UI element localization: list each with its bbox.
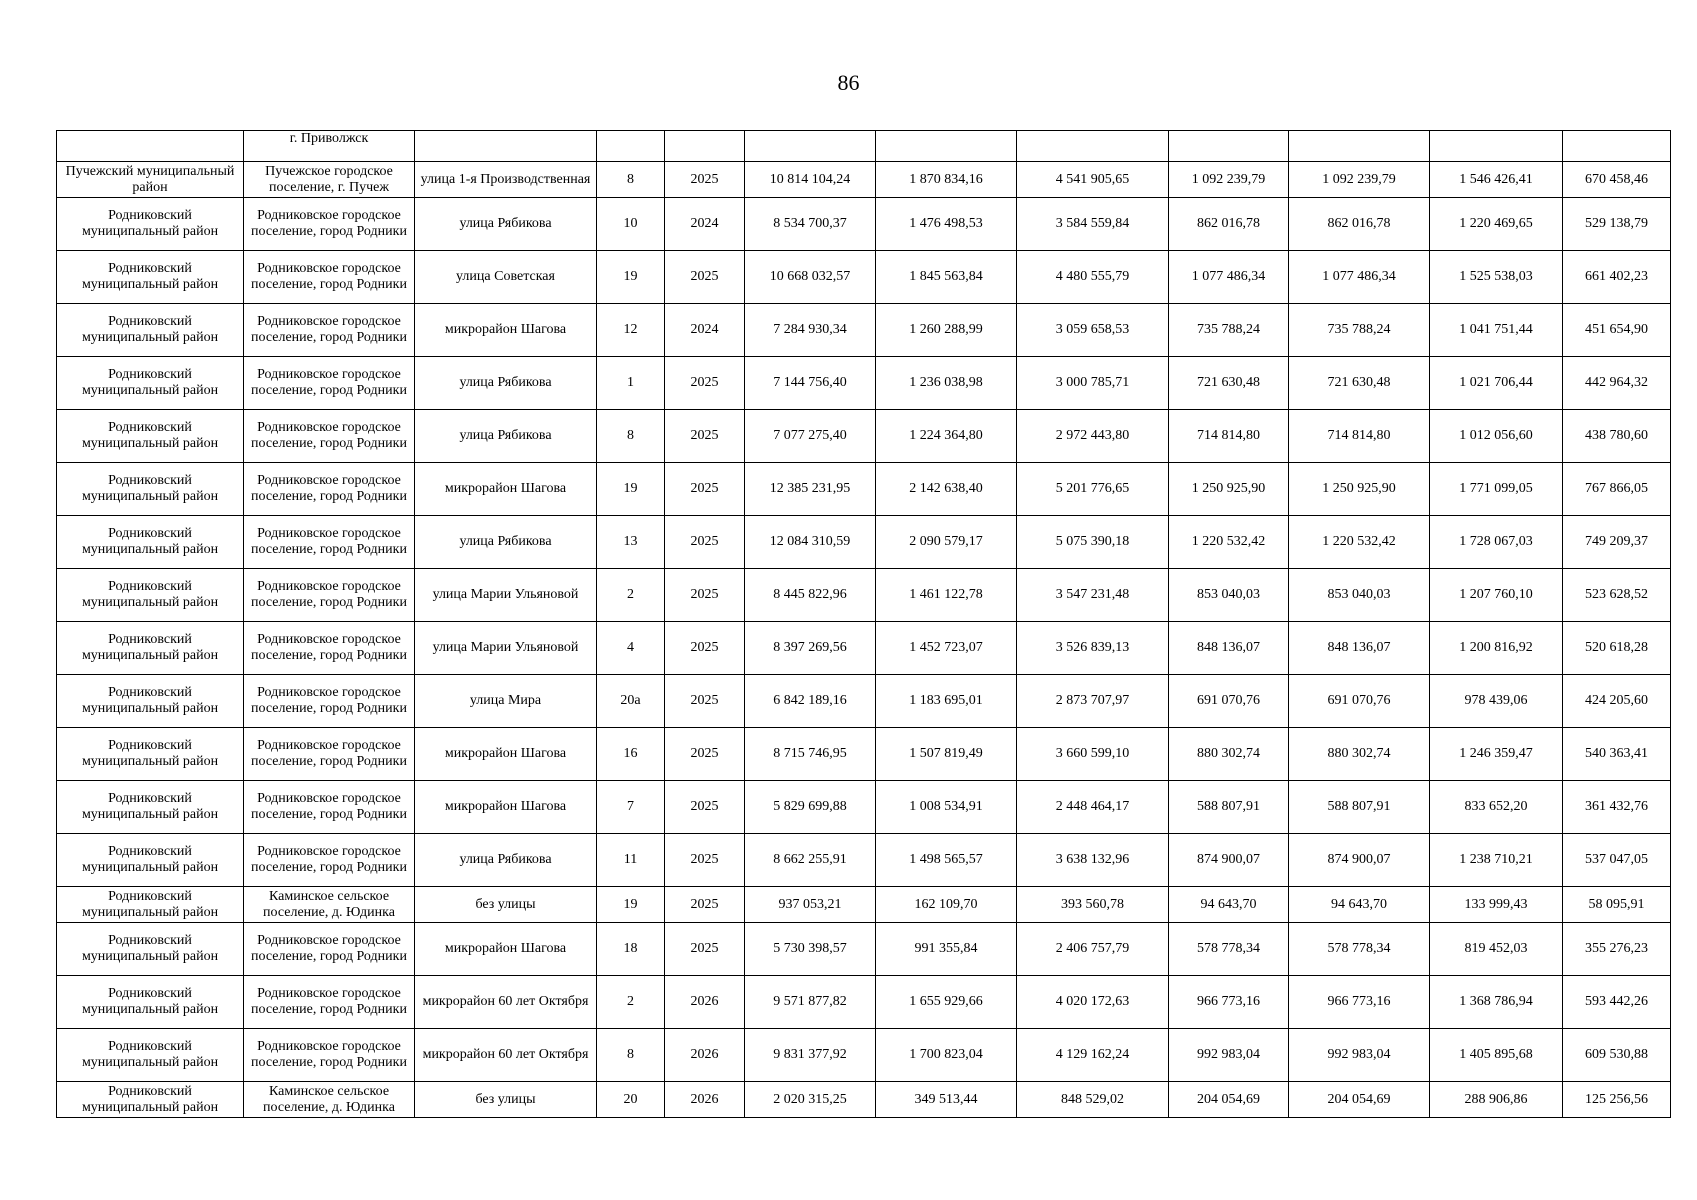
table-row (57, 622, 1671, 675)
street-cell: улица 1-я Производственная (415, 162, 597, 198)
year-cell: 2024 (665, 304, 745, 357)
amount-cell-6: 442 964,32 (1563, 357, 1671, 410)
total-cost-cell: 8 662 255,91 (745, 834, 876, 887)
municipal-district-cell: Родниковский муниципальный район (57, 675, 244, 728)
total-cost-cell: 8 534 700,37 (745, 198, 876, 251)
amount-cell-4: 1 077 486,34 (1289, 251, 1430, 304)
house-number-cell: 8 (597, 1029, 665, 1082)
settlement-cell: Родниковское городское поселение, город Родники (244, 834, 415, 887)
total-cost-cell: 9 571 877,82 (745, 976, 876, 1029)
year-cell: 2026 (665, 976, 745, 1029)
street-cell: микрорайон Шагова (415, 923, 597, 976)
page-number: 86 (837, 70, 860, 95)
street-cell: микрорайон Шагова (415, 781, 597, 834)
settlement-cell: Родниковское городское поселение, город Родники (244, 410, 415, 463)
street-cell: улица Марии Ульяновой (415, 622, 597, 675)
amount-cell-5: 1 405 895,68 (1430, 1029, 1563, 1082)
amount-cell-2: 5 075 390,18 (1017, 516, 1169, 569)
street-cell: улица Рябикова (415, 357, 597, 410)
amount-cell-4: 1 250 925,90 (1289, 463, 1430, 516)
amount-cell-6: 58 095,91 (1563, 887, 1671, 923)
amount-cell-1: 1 476 498,53 (876, 198, 1017, 251)
table-row (57, 1029, 1671, 1082)
amount-cell-5: 288 906,86 (1430, 1082, 1563, 1118)
amount-cell-4: 1 220 532,42 (1289, 516, 1430, 569)
settlement-cell: Родниковское городское поселение, город Родники (244, 569, 415, 622)
amount-cell-6: 520 618,28 (1563, 622, 1671, 675)
amount-cell-2: 2 972 443,80 (1017, 410, 1169, 463)
amount-cell-1: 1 452 723,07 (876, 622, 1017, 675)
amount-cell-4: 204 054,69 (1289, 1082, 1430, 1118)
house-number-cell: 20 (597, 1082, 665, 1118)
table-body (57, 131, 1671, 1118)
amount-cell-1: 349 513,44 (876, 1082, 1017, 1118)
amount-cell-5: 1 200 816,92 (1430, 622, 1563, 675)
amount-cell-2: 3 638 132,96 (1017, 834, 1169, 887)
table-row (57, 781, 1671, 834)
total-cost-cell: 10 668 032,57 (745, 251, 876, 304)
amount-cell-1: 1 183 695,01 (876, 675, 1017, 728)
total-cost-cell: 9 831 377,92 (745, 1029, 876, 1082)
municipal-district-cell: Родниковский муниципальный район (57, 1082, 244, 1118)
amount-cell-4: 874 900,07 (1289, 834, 1430, 887)
amount-cell-5: 819 452,03 (1430, 923, 1563, 976)
amount-cell-6: 670 458,46 (1563, 162, 1671, 198)
municipal-district-cell: Родниковский муниципальный район (57, 516, 244, 569)
municipal-district-cell: Родниковский муниципальный район (57, 463, 244, 516)
amount-cell-3: 966 773,16 (1169, 976, 1289, 1029)
settlement-cell: Родниковское городское поселение, город Родники (244, 728, 415, 781)
amount-cell-3: 848 136,07 (1169, 622, 1289, 675)
total-cost-cell: 7 284 930,34 (745, 304, 876, 357)
amount-cell-5: 1 238 710,21 (1430, 834, 1563, 887)
amount-cell-2 (1017, 131, 1169, 162)
year-cell (665, 131, 745, 162)
street-cell: улица Рябикова (415, 198, 597, 251)
street-cell: улица Советская (415, 251, 597, 304)
house-number-cell: 8 (597, 162, 665, 198)
amount-cell-6: 749 209,37 (1563, 516, 1671, 569)
amount-cell-1: 991 355,84 (876, 923, 1017, 976)
amount-cell-4: 1 092 239,79 (1289, 162, 1430, 198)
table-row (57, 887, 1671, 923)
year-cell: 2025 (665, 410, 745, 463)
house-number-cell: 8 (597, 410, 665, 463)
amount-cell-3 (1169, 131, 1289, 162)
table-row (57, 463, 1671, 516)
total-cost-cell: 2 020 315,25 (745, 1082, 876, 1118)
amount-cell-3: 1 220 532,42 (1169, 516, 1289, 569)
amount-cell-6: 125 256,56 (1563, 1082, 1671, 1118)
house-number-cell: 7 (597, 781, 665, 834)
amount-cell-5 (1430, 131, 1563, 162)
amount-cell-5: 1 012 056,60 (1430, 410, 1563, 463)
amount-cell-4: 853 040,03 (1289, 569, 1430, 622)
amount-cell-6: 767 866,05 (1563, 463, 1671, 516)
amount-cell-3: 880 302,74 (1169, 728, 1289, 781)
table-row (57, 131, 1671, 162)
amount-cell-4: 862 016,78 (1289, 198, 1430, 251)
amount-cell-2: 3 000 785,71 (1017, 357, 1169, 410)
house-number-cell: 20а (597, 675, 665, 728)
amount-cell-4: 992 983,04 (1289, 1029, 1430, 1082)
house-number-cell: 19 (597, 887, 665, 923)
municipal-district-cell: Родниковский муниципальный район (57, 251, 244, 304)
street-cell (415, 131, 597, 162)
settlement-cell: Родниковское городское поселение, город Родники (244, 923, 415, 976)
table-row (57, 976, 1671, 1029)
settlement-cell: Родниковское городское поселение, город Родники (244, 357, 415, 410)
amount-cell-5: 1 207 760,10 (1430, 569, 1563, 622)
municipal-district-cell: Пучежский муниципальный район (57, 162, 244, 198)
municipal-district-cell: Родниковский муниципальный район (57, 198, 244, 251)
amount-cell-3: 94 643,70 (1169, 887, 1289, 923)
table-row (57, 357, 1671, 410)
amount-cell-6: 537 047,05 (1563, 834, 1671, 887)
street-cell: микрорайон Шагова (415, 304, 597, 357)
total-cost-cell: 12 385 231,95 (745, 463, 876, 516)
municipal-district-cell: Родниковский муниципальный район (57, 976, 244, 1029)
total-cost-cell: 7 077 275,40 (745, 410, 876, 463)
settlement-cell: Пучежское городское поселение, г. Пучеж (244, 162, 415, 198)
table-row (57, 304, 1671, 357)
year-cell: 2025 (665, 834, 745, 887)
amount-cell-5: 1 525 538,03 (1430, 251, 1563, 304)
settlement-cell: Родниковское городское поселение, город Родники (244, 463, 415, 516)
amount-cell-6: 609 530,88 (1563, 1029, 1671, 1082)
amount-cell-1: 1 260 288,99 (876, 304, 1017, 357)
amount-cell-1: 1 008 534,91 (876, 781, 1017, 834)
street-cell: улица Мира (415, 675, 597, 728)
amount-cell-4: 848 136,07 (1289, 622, 1430, 675)
municipal-district-cell: Родниковский муниципальный район (57, 923, 244, 976)
amount-cell-3: 992 983,04 (1169, 1029, 1289, 1082)
amount-cell-1: 2 142 638,40 (876, 463, 1017, 516)
amount-cell-3: 578 778,34 (1169, 923, 1289, 976)
street-cell: улица Рябикова (415, 410, 597, 463)
amount-cell-4 (1289, 131, 1430, 162)
year-cell: 2025 (665, 728, 745, 781)
municipal-district-cell: Родниковский муниципальный район (57, 357, 244, 410)
year-cell: 2025 (665, 887, 745, 923)
amount-cell-1: 1 498 565,57 (876, 834, 1017, 887)
amount-cell-2: 4 020 172,63 (1017, 976, 1169, 1029)
year-cell: 2026 (665, 1029, 745, 1082)
year-cell: 2025 (665, 357, 745, 410)
municipal-district-cell: Родниковский муниципальный район (57, 622, 244, 675)
amount-cell-6: 593 442,26 (1563, 976, 1671, 1029)
total-cost-cell: 8 445 822,96 (745, 569, 876, 622)
house-number-cell: 10 (597, 198, 665, 251)
table-row (57, 569, 1671, 622)
year-cell: 2025 (665, 516, 745, 569)
amount-cell-3: 1 250 925,90 (1169, 463, 1289, 516)
settlement-cell: Каминское сельское поселение, д. Юдинка (244, 1082, 415, 1118)
table-row (57, 516, 1671, 569)
total-cost-cell: 5 730 398,57 (745, 923, 876, 976)
amount-cell-3: 1 077 486,34 (1169, 251, 1289, 304)
amount-cell-5: 1 246 359,47 (1430, 728, 1563, 781)
year-cell: 2025 (665, 569, 745, 622)
house-number-cell: 13 (597, 516, 665, 569)
amount-cell-2: 4 541 905,65 (1017, 162, 1169, 198)
amount-cell-2: 2 448 464,17 (1017, 781, 1169, 834)
amount-cell-4: 966 773,16 (1289, 976, 1430, 1029)
amount-cell-6: 540 363,41 (1563, 728, 1671, 781)
street-cell: без улицы (415, 1082, 597, 1118)
municipal-district-cell: Родниковский муниципальный район (57, 1029, 244, 1082)
street-cell: микрорайон Шагова (415, 463, 597, 516)
amount-cell-5: 1 041 751,44 (1430, 304, 1563, 357)
settlement-cell: г. Приволжск (244, 131, 415, 162)
amount-cell-6: 451 654,90 (1563, 304, 1671, 357)
amount-cell-6: 661 402,23 (1563, 251, 1671, 304)
amount-cell-2: 4 129 162,24 (1017, 1029, 1169, 1082)
municipal-district-cell: Родниковский муниципальный район (57, 834, 244, 887)
amount-cell-4: 691 070,76 (1289, 675, 1430, 728)
amount-cell-2: 848 529,02 (1017, 1082, 1169, 1118)
amount-cell-1: 1 845 563,84 (876, 251, 1017, 304)
amount-cell-4: 721 630,48 (1289, 357, 1430, 410)
street-cell: микрорайон Шагова (415, 728, 597, 781)
house-number-cell: 19 (597, 463, 665, 516)
amount-cell-3: 204 054,69 (1169, 1082, 1289, 1118)
amount-cell-5: 1 368 786,94 (1430, 976, 1563, 1029)
amount-cell-1: 162 109,70 (876, 887, 1017, 923)
total-cost-cell (745, 131, 876, 162)
amount-cell-3: 853 040,03 (1169, 569, 1289, 622)
year-cell: 2024 (665, 198, 745, 251)
year-cell: 2025 (665, 162, 745, 198)
year-cell: 2025 (665, 463, 745, 516)
settlement-cell: Каминское сельское поселение, д. Юдинка (244, 887, 415, 923)
amount-cell-3: 735 788,24 (1169, 304, 1289, 357)
house-number-cell: 11 (597, 834, 665, 887)
year-cell: 2025 (665, 251, 745, 304)
street-cell: улица Марии Ульяновой (415, 569, 597, 622)
settlement-cell: Родниковское городское поселение, город Родники (244, 675, 415, 728)
table-row (57, 923, 1671, 976)
settlement-cell: Родниковское городское поселение, город Родники (244, 304, 415, 357)
registry-table (56, 130, 1671, 1118)
table-row (57, 198, 1671, 251)
amount-cell-1: 1 870 834,16 (876, 162, 1017, 198)
amount-cell-4: 735 788,24 (1289, 304, 1430, 357)
amount-cell-1: 1 655 929,66 (876, 976, 1017, 1029)
amount-cell-2: 3 660 599,10 (1017, 728, 1169, 781)
settlement-cell: Родниковское городское поселение, город Родники (244, 622, 415, 675)
amount-cell-6: 361 432,76 (1563, 781, 1671, 834)
amount-cell-3: 874 900,07 (1169, 834, 1289, 887)
amount-cell-5: 133 999,43 (1430, 887, 1563, 923)
total-cost-cell: 12 084 310,59 (745, 516, 876, 569)
amount-cell-3: 588 807,91 (1169, 781, 1289, 834)
amount-cell-5: 1 771 099,05 (1430, 463, 1563, 516)
amount-cell-5: 833 652,20 (1430, 781, 1563, 834)
total-cost-cell: 10 814 104,24 (745, 162, 876, 198)
amount-cell-5: 1 220 469,65 (1430, 198, 1563, 251)
year-cell: 2025 (665, 675, 745, 728)
house-number-cell: 18 (597, 923, 665, 976)
house-number-cell (597, 131, 665, 162)
amount-cell-1: 1 224 364,80 (876, 410, 1017, 463)
amount-cell-4: 588 807,91 (1289, 781, 1430, 834)
year-cell: 2025 (665, 923, 745, 976)
amount-cell-2: 3 547 231,48 (1017, 569, 1169, 622)
settlement-cell: Родниковское городское поселение, город Родники (244, 198, 415, 251)
table-row (57, 1082, 1671, 1118)
amount-cell-3: 1 092 239,79 (1169, 162, 1289, 198)
house-number-cell: 2 (597, 976, 665, 1029)
table-row (57, 162, 1671, 198)
amount-cell-1: 1 236 038,98 (876, 357, 1017, 410)
year-cell: 2026 (665, 1082, 745, 1118)
street-cell: улица Рябикова (415, 834, 597, 887)
amount-cell-6: 424 205,60 (1563, 675, 1671, 728)
total-cost-cell: 7 144 756,40 (745, 357, 876, 410)
municipal-district-cell: Родниковский муниципальный район (57, 304, 244, 357)
amount-cell-2: 3 526 839,13 (1017, 622, 1169, 675)
municipal-district-cell: Родниковский муниципальный район (57, 569, 244, 622)
house-number-cell: 16 (597, 728, 665, 781)
settlement-cell: Родниковское городское поселение, город Родники (244, 516, 415, 569)
municipal-district-cell: Родниковский муниципальный район (57, 728, 244, 781)
amount-cell-2: 3 059 658,53 (1017, 304, 1169, 357)
municipal-district-cell: Родниковский муниципальный район (57, 781, 244, 834)
amount-cell-4: 94 643,70 (1289, 887, 1430, 923)
municipal-district-cell: Родниковский муниципальный район (57, 410, 244, 463)
amount-cell-1 (876, 131, 1017, 162)
house-number-cell: 1 (597, 357, 665, 410)
amount-cell-3: 691 070,76 (1169, 675, 1289, 728)
amount-cell-1: 1 507 819,49 (876, 728, 1017, 781)
settlement-cell: Родниковское городское поселение, город Родники (244, 781, 415, 834)
amount-cell-6: 438 780,60 (1563, 410, 1671, 463)
settlement-cell: Родниковское городское поселение, город Родники (244, 976, 415, 1029)
amount-cell-3: 714 814,80 (1169, 410, 1289, 463)
table-row (57, 834, 1671, 887)
total-cost-cell: 5 829 699,88 (745, 781, 876, 834)
amount-cell-2: 2 873 707,97 (1017, 675, 1169, 728)
amount-cell-5: 1 546 426,41 (1430, 162, 1563, 198)
municipal-district-cell (57, 131, 244, 162)
amount-cell-2: 4 480 555,79 (1017, 251, 1169, 304)
settlement-cell: Родниковское городское поселение, город Родники (244, 251, 415, 304)
total-cost-cell: 8 397 269,56 (745, 622, 876, 675)
year-cell: 2025 (665, 781, 745, 834)
street-cell: микрорайон 60 лет Октября (415, 976, 597, 1029)
amount-cell-6: 523 628,52 (1563, 569, 1671, 622)
amount-cell-5: 978 439,06 (1430, 675, 1563, 728)
amount-cell-2: 5 201 776,65 (1017, 463, 1169, 516)
amount-cell-2: 393 560,78 (1017, 887, 1169, 923)
amount-cell-4: 578 778,34 (1289, 923, 1430, 976)
amount-cell-2: 2 406 757,79 (1017, 923, 1169, 976)
house-number-cell: 19 (597, 251, 665, 304)
total-cost-cell: 6 842 189,16 (745, 675, 876, 728)
house-number-cell: 2 (597, 569, 665, 622)
amount-cell-5: 1 021 706,44 (1430, 357, 1563, 410)
amount-cell-5: 1 728 067,03 (1430, 516, 1563, 569)
municipal-district-cell: Родниковский муниципальный район (57, 887, 244, 923)
house-number-cell: 4 (597, 622, 665, 675)
amount-cell-2: 3 584 559,84 (1017, 198, 1169, 251)
amount-cell-6: 529 138,79 (1563, 198, 1671, 251)
street-cell: улица Рябикова (415, 516, 597, 569)
table-row (57, 410, 1671, 463)
table-row (57, 251, 1671, 304)
amount-cell-1: 2 090 579,17 (876, 516, 1017, 569)
street-cell: микрорайон 60 лет Октября (415, 1029, 597, 1082)
amount-cell-4: 880 302,74 (1289, 728, 1430, 781)
amount-cell-3: 862 016,78 (1169, 198, 1289, 251)
amount-cell-6: 355 276,23 (1563, 923, 1671, 976)
year-cell: 2025 (665, 622, 745, 675)
total-cost-cell: 937 053,21 (745, 887, 876, 923)
table-row (57, 675, 1671, 728)
amount-cell-1: 1 461 122,78 (876, 569, 1017, 622)
street-cell: без улицы (415, 887, 597, 923)
amount-cell-1: 1 700 823,04 (876, 1029, 1017, 1082)
amount-cell-4: 714 814,80 (1289, 410, 1430, 463)
amount-cell-3: 721 630,48 (1169, 357, 1289, 410)
house-number-cell: 12 (597, 304, 665, 357)
settlement-cell: Родниковское городское поселение, город Родники (244, 1029, 415, 1082)
total-cost-cell: 8 715 746,95 (745, 728, 876, 781)
amount-cell-6 (1563, 131, 1671, 162)
table-row (57, 728, 1671, 781)
